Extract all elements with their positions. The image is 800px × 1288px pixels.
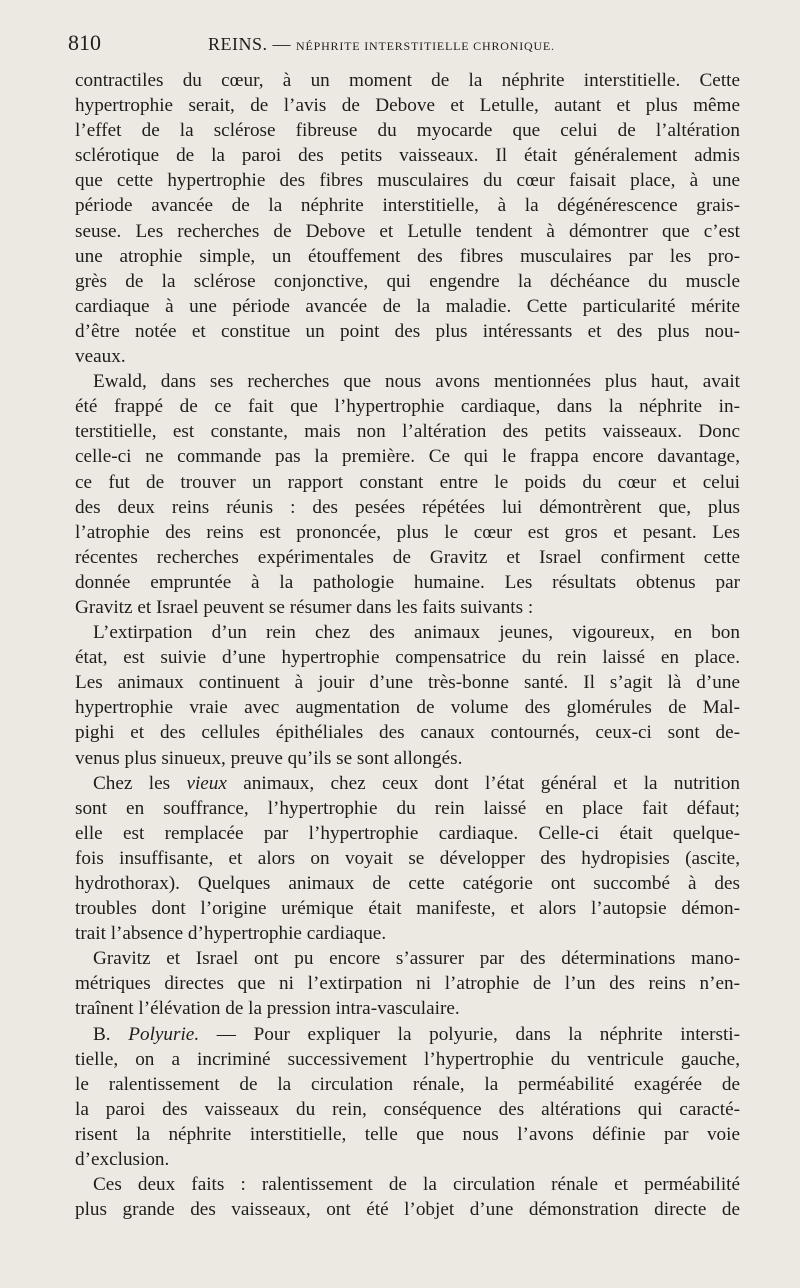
text-line: traînent l’élévation de la pression intra-vasculaire. xyxy=(75,998,460,1020)
text-line: récentes recherches expérimentales de Gravitz et Israel confirment cette xyxy=(75,546,740,568)
text-line: trait l’absence d’hypertrophie cardiaque. xyxy=(75,923,387,945)
line-remainder: — Pour expliquer la polyurie, dans la néphrite intersti- xyxy=(199,1023,740,1045)
text-line: celle-ci ne commande pas la première. Ce qui le frappa encore davantage, xyxy=(75,446,740,468)
text-line: Gravitz et Israel ont pu encore s’assurer par des déterminations mano- xyxy=(93,948,740,970)
text-line: seuse. Les recherches de Debove et Letulle tendent à démontrer que c’est xyxy=(75,220,740,242)
text-line: risent la néphrite interstitielle, telle que nous l’avons définie par voie xyxy=(75,1123,740,1145)
vieux-italic: vieux xyxy=(186,772,227,794)
text-line: l’effet de la sclérose fibreuse du myocarde que celui de l’altération xyxy=(75,120,740,142)
text-line: sont en souffrance, l’hypertrophie du rein laissé en place fait défaut; xyxy=(75,797,740,819)
text-line xyxy=(75,771,740,796)
text-line: venus plus sinueux, preuve qu’ils se sont allongés. xyxy=(75,747,463,769)
text-line: une atrophie simple, un étouffement des fibres musculaires par les pro- xyxy=(75,245,740,267)
page-header xyxy=(68,30,748,56)
text-line: fois insuffisante, et alors on voyait se développer des hydropisies (ascite, xyxy=(75,847,740,869)
running-head-sub: NÉPHRITE INTERSTITIELLE CHRONIQUE. xyxy=(296,39,555,53)
text-line: sclérotique de la paroi des petits vaisseaux. Il était généralement admis xyxy=(75,145,740,167)
text-line: grès de la sclérose conjonctive, qui engendre la déchéance du muscle xyxy=(75,270,740,292)
text-line: elle est remplacée par l’hypertrophie cardiaque. Celle-ci était quelque- xyxy=(75,822,740,844)
text-line: hydrothorax). Quelques animaux de cette catégorie ont succombé à des xyxy=(75,873,740,894)
text-line: hypertrophie vraie avec augmentation de volume des glomérules de Mal- xyxy=(75,697,740,719)
text-line: d’être notée et constitue un point des plus intéressants et des plus nou- xyxy=(75,320,740,342)
text-line: d’exclusion. xyxy=(75,1149,170,1171)
text-line: métriques directes que ni l’extirpation ni l’atrophie de l’un des reins n’en- xyxy=(75,973,740,995)
text-line: donnée empruntée à la pathologie humaine. Les résultats obtenus par xyxy=(75,571,740,593)
running-head xyxy=(208,34,555,55)
text-line: la paroi des vaisseaux du rein, conséquence des altérations qui caracté- xyxy=(75,1098,740,1120)
text-line: L’extirpation d’un rein chez des animaux jeunes, vigoureux, en bon xyxy=(93,622,740,644)
text-line: pighi et des cellules épithéliales des canaux contournés, ceux-ci sont de- xyxy=(75,722,740,744)
text-line: que cette hypertrophie des fibres musculaires du cœur faisait place, à une xyxy=(75,170,740,192)
text-line: ce fut de trouver un rapport constant entre le poids du cœur et celui xyxy=(75,471,740,493)
text-line: terstitielle, est constante, mais non l’altération des petits vaisseaux. Donc xyxy=(75,421,740,443)
section-b-label: B. xyxy=(93,1023,129,1045)
text-line: Ces deux faits : ralentissement de la circulation rénale et perméabilité xyxy=(93,1174,740,1196)
text-line: cardiaque à une période avancée de la maladie. Cette particularité mérite xyxy=(75,295,740,317)
text-line: été frappé de ce fait que l’hypertrophie cardiaque, dans la néphrite in- xyxy=(75,396,740,418)
page-number: 810 xyxy=(68,30,101,55)
text-line: Les animaux continuent à jouir d’une très-bonne santé. Il s’agit là d’une xyxy=(75,672,740,694)
text-line: période avancée de la néphrite interstitielle, à la dégénérescence grais- xyxy=(75,195,740,217)
text-line: le ralentissement de la circulation rénale, la perméabilité exagérée de xyxy=(75,1073,740,1095)
running-head-dash: — xyxy=(267,34,297,54)
line-remainder: animaux, chez ceux dont l’état général et la nutrition xyxy=(243,772,740,794)
text-line xyxy=(75,1022,740,1047)
text-line: Ewald, dans ses recherches que nous avons mentionnées plus haut, avait xyxy=(93,371,740,393)
text-line: Gravitz et Israel peuvent se résumer dans les faits suivants : xyxy=(75,596,534,618)
body-text xyxy=(75,68,740,1222)
running-head-main: REINS. xyxy=(208,34,268,54)
text-line: troubles dont l’origine urémique était manifeste, et alors l’autopsie démon- xyxy=(75,898,740,920)
text-line: veaux. xyxy=(75,346,126,368)
text-line: des deux reins réunis : des pesées répétées lui démontrèrent que, plus xyxy=(75,496,740,518)
text-line: contractiles du cœur, à un moment de la néphrite interstitielle. Cette xyxy=(75,70,740,91)
chez-les-text: Chez les xyxy=(93,772,187,794)
text-line: tielle, on a incriminé successivement l’hypertrophie du ventricule gauche, xyxy=(75,1048,740,1070)
text-line: hypertrophie serait, de l’avis de Debove et Letulle, autant et plus même xyxy=(75,95,740,117)
text-line: l’atrophie des reins est prononcée, plus le cœur est gros et pesant. Les xyxy=(75,521,740,543)
text-line: plus grande des vaisseaux, ont été l’objet d’une démonstration directe de xyxy=(75,1199,740,1221)
section-b-title: Polyurie. xyxy=(128,1023,200,1045)
text-line: état, est suivie d’une hypertrophie compensatrice du rein laissé en place. xyxy=(75,647,740,669)
